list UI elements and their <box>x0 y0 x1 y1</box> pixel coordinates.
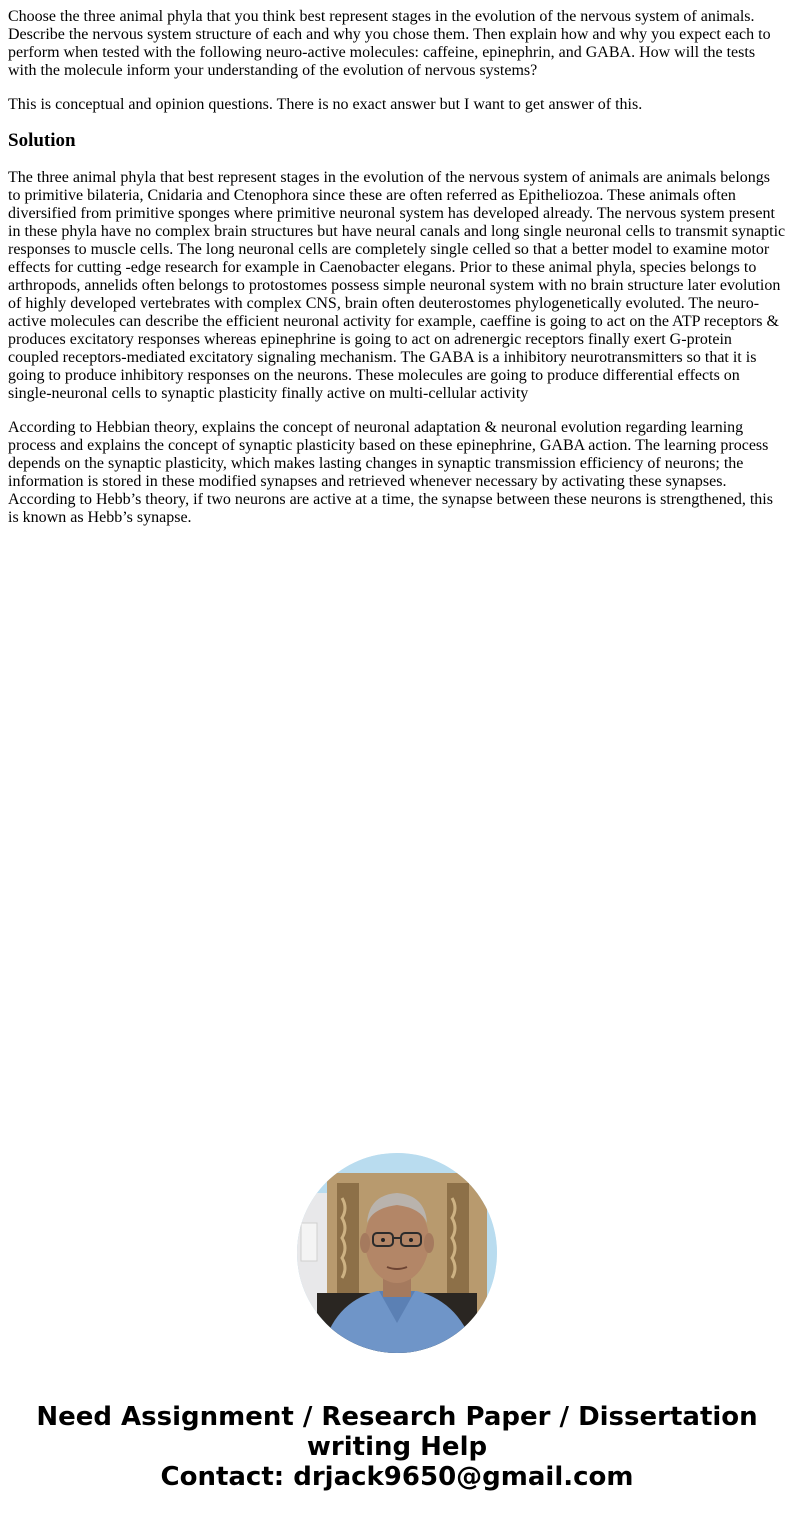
solution-paragraph-hebbian: According to Hebbian theory, explains the concept of neuronal adaptation & neuronal evolution regarding learning process and explains the concept of synaptic plasticity based on these epinephrine, GABA action. The learning process depends on the synaptic plasticity, which makes lasting changes in synaptic transmission efficiency of neurons; the information is stored in these modified synapses and retrieved whenever necessary by activating these synapses. According to Hebb’s theory, if two neurons are active at a time, the synapse between these neurons is strengthened, this is known as Hebb’s synapse. <box>8 419 773 526</box>
question-note: This is conceptual and opinion questions. There is no exact answer but I want to get answer of this. <box>8 96 643 113</box>
solution-heading: Solution <box>8 130 76 151</box>
promo-banner <box>0 1402 794 1492</box>
author-photo <box>297 1153 497 1353</box>
document-body <box>8 8 786 543</box>
promo-help-text: Need Assignment / Research Paper / Dissertation writing Help <box>36 1402 758 1462</box>
question-paragraph: Choose the three animal phyla that you think best represent stages in the evolution of the nervous system of animals. Describe the nervous system structure of each and why you chose them. Then explain how and why you expect each to perform when tested with the following neuro-active molecules: caffeine, epinephrin, and GABA. How will the tests with the molecule inform your understanding of the evolution of nervous systems? <box>8 8 771 79</box>
solution-paragraph: The three animal phyla that best represent stages in the evolution of the nervous system of animals are animals belongs to primitive bilateria, Cnidaria and Ctenophora since these are often referred as Epitheliozoa. These animals often diversified from primitive sponges where primitive neuronal system has developed already. The nervous system present in these phyla have no complex brain structures but have neural canals and long single neuronal cells to transmit synaptic responses to muscle cells. The long neuronal cells are completely single celled so that a better model to examine motor effects for cutting -edge research for example in Caenobacter elegans. Prior to these animal phyla, species belongs to arthropods, annelids often belongs to protostomes possess simple neuronal system with no brain structure later evolution of highly developed vertebrates with complex CNS, brain often deuterostomes phylogenetically evoluted. The neuro-active molecules can describe the efficient neuronal activity for example, caeffine is going to act on the ATP receptors & produces excitatory responses whereas epinephrine is going to act on adrenergic receptors finally exert G-protein coupled receptors-mediated excitatory signaling mechanism. The GABA is a inhibitory neurotransmitters so that it is going to produce inhibitory responses on the neurons. These molecules are going to produce differential effects on single-neuronal cells to synaptic plasticity finally active on multi-cellular activity <box>8 169 786 402</box>
author-avatar <box>297 1153 497 1353</box>
promo-contact-text: Contact: drjack9650@gmail.com <box>160 1462 634 1492</box>
